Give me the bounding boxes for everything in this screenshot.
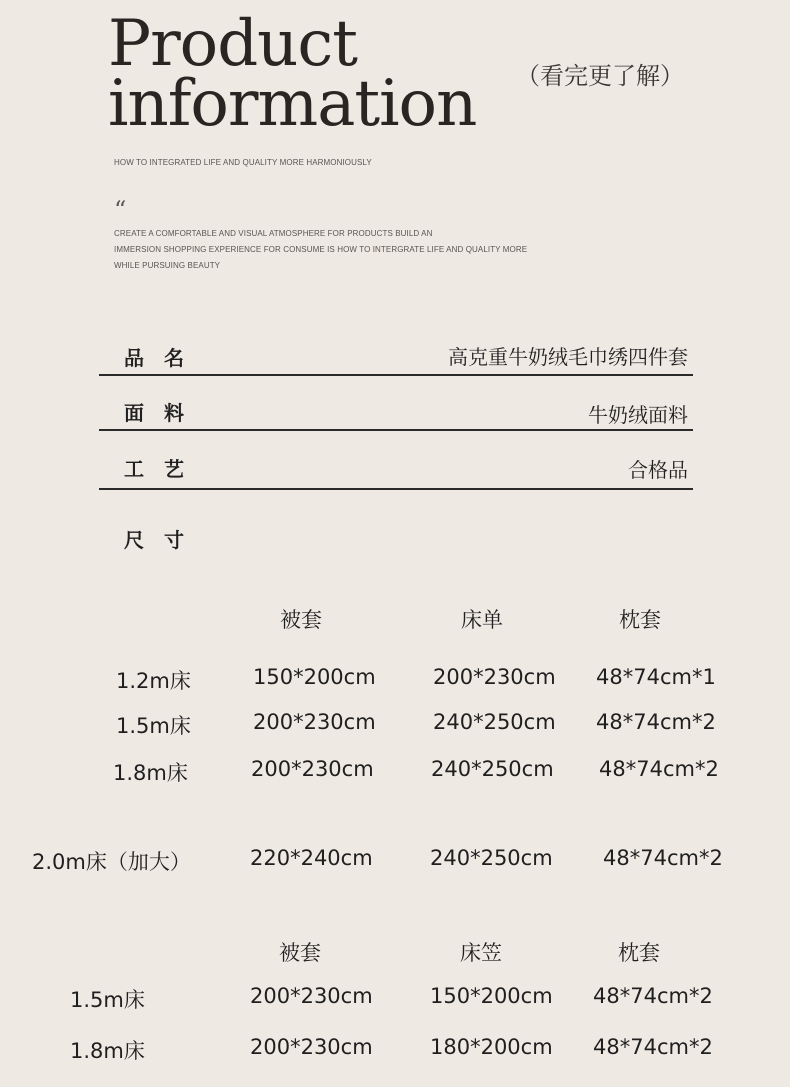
- table2-header-fitted-sheet: 床笠: [460, 941, 502, 965]
- table-cell: 240*250cm: [430, 846, 553, 870]
- table-cell: 220*240cm: [250, 846, 373, 870]
- table-cell: 200*230cm: [250, 984, 373, 1008]
- spec-label-name: 品 名: [124, 346, 184, 370]
- table2-header-duvet: 被套: [279, 941, 321, 965]
- table-cell: 48*74cm*2: [596, 710, 716, 734]
- divider: [99, 488, 693, 490]
- intro-paragraph: [114, 226, 527, 274]
- table-row-label: 1.2m床: [116, 669, 191, 693]
- table-cell: 48*74cm*2: [603, 846, 723, 870]
- table-row-label: 1.8m床: [113, 761, 188, 785]
- intro-line-1: CREATE A COMFORTABLE AND VISUAL ATMOSPHERE FOR PRODUCTS BUILD AN: [114, 229, 433, 238]
- table-cell: 200*230cm: [253, 710, 376, 734]
- table1-header-duvet: 被套: [280, 608, 322, 632]
- title-information: information: [108, 67, 477, 141]
- spec-value-name: 高克重牛奶绒毛巾绣四件套: [448, 345, 688, 369]
- table-cell: 150*200cm: [430, 984, 553, 1008]
- divider: [99, 429, 693, 431]
- table-cell: 200*230cm: [250, 1035, 373, 1059]
- table1-header-pillowcase: 枕套: [619, 608, 661, 632]
- table-row-label: 2.0m床（加大）: [32, 850, 191, 874]
- table1-header-sheet: 床单: [461, 608, 503, 632]
- table-row-label: 1.5m床: [70, 988, 145, 1012]
- table-cell: 48*74cm*2: [593, 1035, 713, 1059]
- table-cell: 200*230cm: [251, 757, 374, 781]
- table-cell: 48*74cm*2: [593, 984, 713, 1008]
- intro-line-2: IMMERSION SHOPPING EXPERIENCE FOR CONSUME IS HOW TO INTERGRATE LIFE AND QUALITY MORE: [114, 245, 528, 254]
- tagline: HOW TO INTEGRATED LIFE AND QUALITY MORE HARMONIOUSLY: [114, 158, 372, 167]
- spec-label-size: 尺 寸: [124, 528, 184, 552]
- table-cell: 200*230cm: [433, 665, 556, 689]
- quote-mark-icon: “: [114, 196, 127, 224]
- table-cell: 180*200cm: [430, 1035, 553, 1059]
- spec-value-craft: 合格品: [628, 458, 688, 482]
- table-cell: 240*250cm: [431, 757, 554, 781]
- spec-label-fabric: 面 料: [124, 401, 184, 425]
- table-row-label: 1.5m床: [116, 714, 191, 738]
- divider: [99, 374, 693, 376]
- spec-value-fabric: 牛奶绒面料: [588, 403, 688, 427]
- table-cell: 150*200cm: [253, 665, 376, 689]
- table-cell: 48*74cm*2: [599, 757, 719, 781]
- table-row-label: 1.8m床: [70, 1039, 145, 1063]
- read-more-note: （看完更了解）: [516, 64, 684, 90]
- table2-header-pillowcase: 枕套: [618, 941, 660, 965]
- spec-label-craft: 工 艺: [124, 457, 184, 481]
- table-cell: 48*74cm*1: [596, 665, 716, 689]
- title-product: Product: [108, 7, 357, 81]
- table-cell: 240*250cm: [433, 710, 556, 734]
- intro-line-3: WHILE PURSUING BEAUTY: [114, 261, 221, 270]
